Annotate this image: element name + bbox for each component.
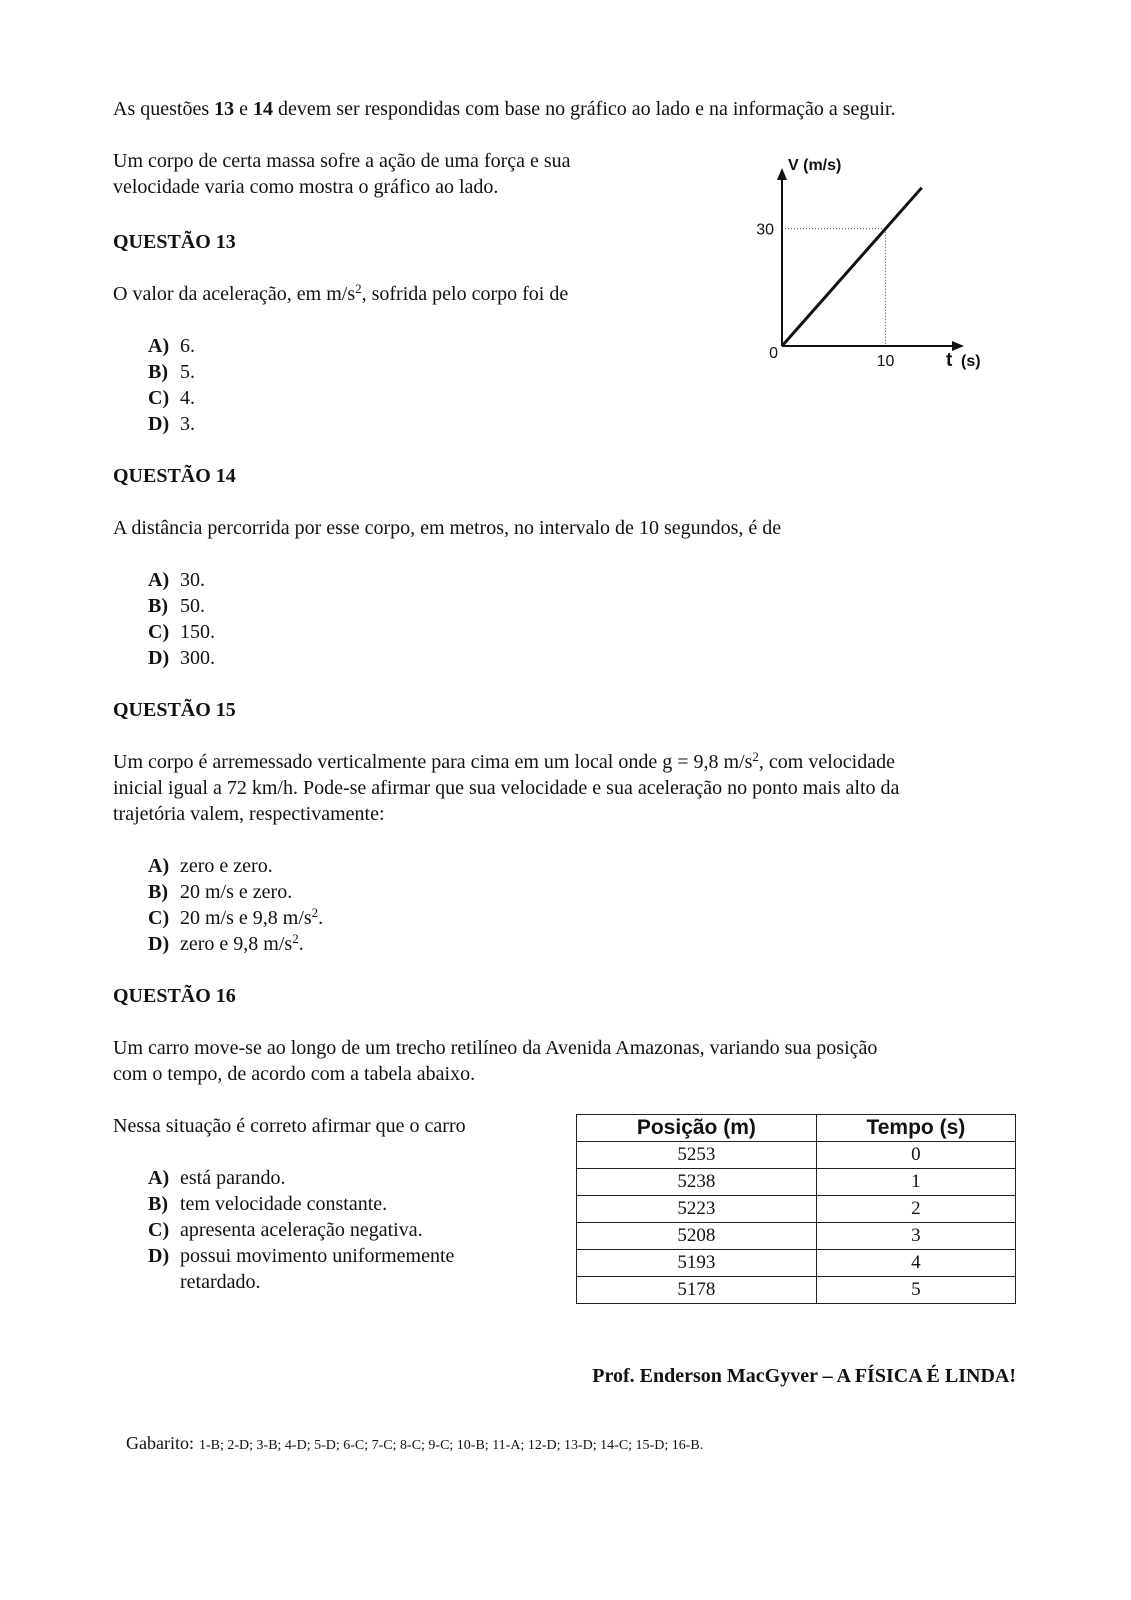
intro-text-mid: e [234,98,253,120]
option-text: 30. [180,569,205,591]
table-cell: 3 [816,1223,1015,1250]
intro-text-post: devem ser respondidas com base no gráfico ao lado e na informação a seguir. [273,98,896,120]
option-text: possui movimento uniformemente [180,1245,455,1267]
option-text: 150. [180,621,215,643]
table-cell: 5178 [577,1277,817,1304]
option-text: está parando. [180,1167,286,1189]
question-13-text-end: , sofrida pelo corpo foi de [361,283,569,305]
question-16-option-d-continuation: retardado. [180,1271,261,1293]
option-text: zero e 9,8 m/s [180,933,293,955]
option-letter: D) [148,1245,170,1267]
question-15-option-a [148,853,273,879]
table-cell: 1 [816,1169,1015,1196]
option-letter: C) [148,621,170,643]
column-header-position: Posição (m) [577,1115,817,1142]
x-tick-label: 10 [876,353,895,370]
table-row [577,1277,1016,1304]
option-text: 20 m/s e 9,8 m/s [180,907,312,929]
intro-question-14-ref: 14 [253,98,273,120]
option-text: 50. [180,595,205,617]
question-16-text-line-1: Um carro move-se ao longo de um trecho retilíneo da Avenida Amazonas, variando sua posição [113,1037,878,1059]
question-14-option-d [148,645,215,671]
option-letter: B) [148,595,168,617]
question-16-prompt: Nessa situação é correto afirmar que o carro [113,1115,466,1137]
question-15-text-line-2: inicial igual a 72 km/h. Pode-se afirmar que sua velocidade e sua aceleração no ponto mais alto da [113,777,900,799]
question-15-text-end: , com velocidade [758,751,895,773]
question-16-option-a [148,1165,286,1191]
y-axis-label: V (m/s) [788,157,842,174]
option-superscript: 2 [292,931,299,946]
intro-question-13-ref: 13 [214,98,235,120]
signature: Prof. Enderson MacGyver – A FÍSICA É LINDA! [592,1365,1016,1387]
option-text: apresenta aceleração negativa. [180,1219,423,1241]
table-header-row [577,1115,1016,1142]
table-cell: 5223 [577,1196,817,1223]
question-16-option-d [148,1243,454,1269]
answer-key [126,1430,703,1459]
option-text: tem velocidade constante. [180,1193,388,1215]
question-15-option-c [148,905,323,931]
option-text: zero e zero. [180,855,273,877]
question-15-title: QUESTÃO 15 [113,699,236,721]
question-13-option-a [148,333,195,359]
intro-text-pre: As questões [113,98,215,120]
column-header-time: Tempo (s) [816,1115,1015,1142]
x-axis-unit: (s) [961,353,981,370]
question-13-text-main: O valor da aceleração, em m/s [113,283,356,305]
question-15-text-line-1 [113,749,895,775]
y-tick-label: 30 [756,221,774,239]
intro-line [113,96,896,122]
option-letter: A) [148,569,170,591]
table-row [577,1223,1016,1250]
option-letter: A) [148,855,170,877]
velocity-time-chart [740,150,1040,390]
question-13-option-c [148,385,195,411]
table-row [577,1196,1016,1223]
option-letter: B) [148,361,168,383]
option-text: 4. [180,387,195,409]
question-15-option-b [148,879,292,905]
option-letter: C) [148,907,170,929]
table-cell: 0 [816,1142,1015,1169]
question-15-superscript: 2 [752,749,759,764]
velocity-series-line [782,188,922,346]
question-15-text-main: Um corpo é arremessado verticalmente para cima em um local onde g = 9,8 m/s [113,751,753,773]
question-13-option-d [148,411,195,437]
table-cell: 5 [816,1277,1015,1304]
position-time-table [576,1114,1016,1304]
table-row [577,1250,1016,1277]
answer-key-text: 1-B; 2-D; 3-B; 4-D; 5-D; 6-C; 7-C; 8-C; 9-C; 10-B; 11-A; 12-D; 13-D; 14-C; 15-D; 16-B. [198,1438,704,1453]
option-text: 5. [180,361,195,383]
table-row [577,1169,1016,1196]
option-letter: D) [148,933,170,955]
question-16-title: QUESTÃO 16 [113,985,236,1007]
option-letter: C) [148,387,170,409]
question-16-option-b [148,1191,387,1217]
question-13-option-b [148,359,195,385]
option-letter: B) [148,1193,168,1215]
table-cell: 5193 [577,1250,817,1277]
origin-label: 0 [769,345,778,362]
option-letter: C) [148,1219,170,1241]
question-16-option-c [148,1217,423,1243]
question-13-superscript: 2 [355,281,362,296]
question-13-title: QUESTÃO 13 [113,231,236,253]
table-cell: 5208 [577,1223,817,1250]
table-row [577,1142,1016,1169]
x-axis-label: t [946,350,953,371]
option-text: 20 m/s e zero. [180,881,293,903]
answer-key-label: Gabarito: [126,1433,194,1453]
option-letter: A) [148,335,170,357]
question-15-text-line-3: trajetória valem, respectivamente: [113,803,385,825]
question-14-title: QUESTÃO 14 [113,465,236,487]
question-14-option-b [148,593,205,619]
question-14-option-c [148,619,215,645]
table-cell: 4 [816,1250,1015,1277]
option-letter: D) [148,647,170,669]
option-letter: D) [148,413,170,435]
question-16-text-line-2: com o tempo, de acordo com a tabela abaixo. [113,1063,476,1085]
option-text-end: . [298,933,304,955]
question-14-option-a [148,567,205,593]
question-15-option-d [148,931,304,957]
option-text: 300. [180,647,215,669]
option-text-end: . [318,907,324,929]
table-cell: 2 [816,1196,1015,1223]
option-letter: A) [148,1167,170,1189]
option-text: 3. [180,413,195,435]
option-letter: B) [148,881,168,903]
option-text: 6. [180,335,195,357]
question-13-text [113,281,568,307]
table-cell: 5238 [577,1169,817,1196]
context-line-2: velocidade varia como mostra o gráfico ao lado. [113,176,499,198]
table-cell: 5253 [577,1142,817,1169]
context-line-1: Um corpo de certa massa sofre a ação de uma força e sua [113,150,571,172]
question-14-text: A distância percorrida por esse corpo, em metros, no intervalo de 10 segundos, é de [113,517,782,539]
option-superscript: 2 [311,905,319,920]
